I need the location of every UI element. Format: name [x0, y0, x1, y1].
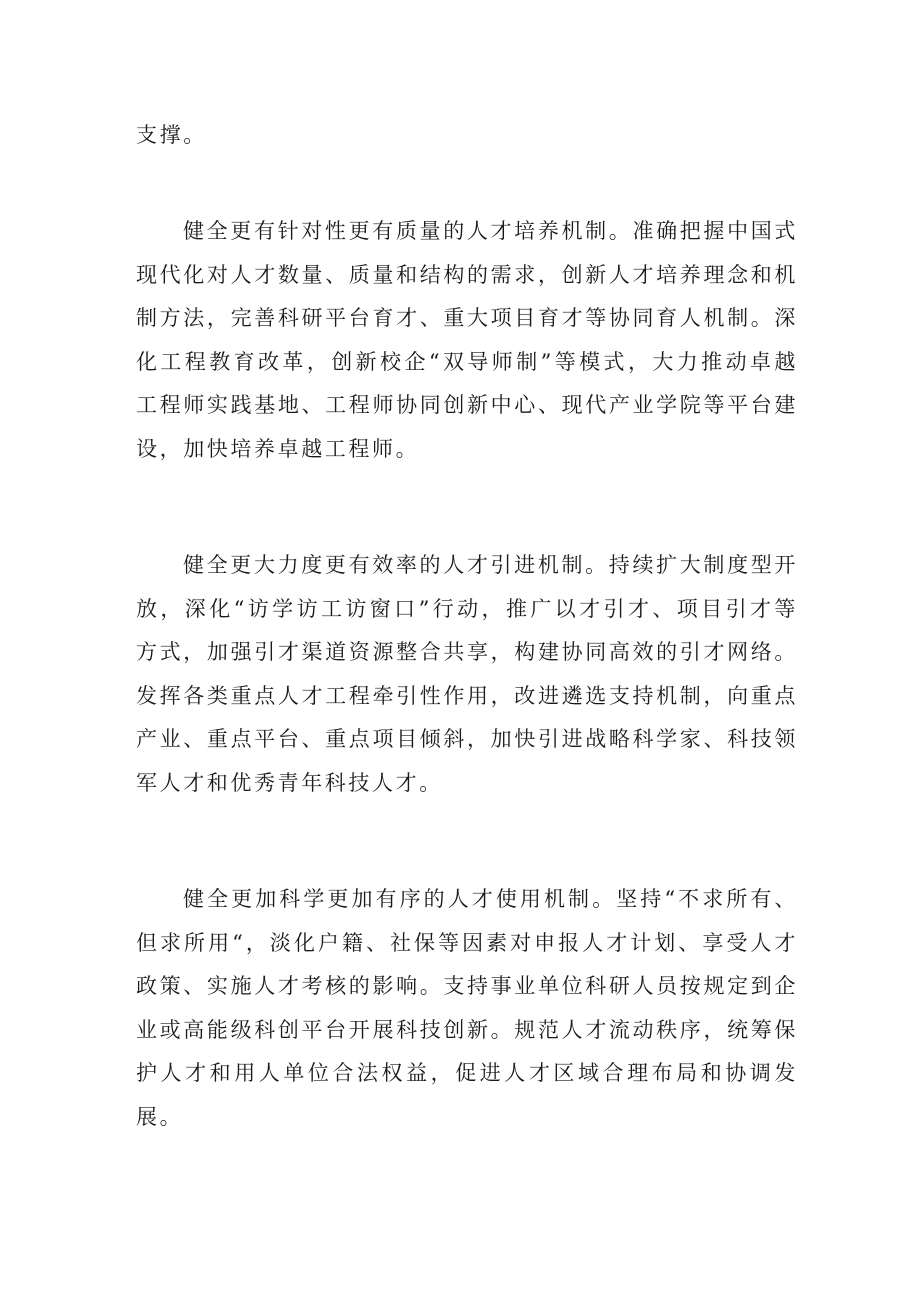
paragraph-talent-training: 健全更有针对性更有质量的人才培养机制。准确把握中国式现代化对人才数量、质量和结构的需求，创新人才培养理念和机制方法，完善科研平台育才、重大项目育才等协同育人机制。深化工程教育改革，创新校企“双导师制”等模式，大力推动卓越工程师实践基地、工程师协同创新中心、现代产业学院等平台建设，加快培养卓越工程师。 [136, 219, 798, 461]
paragraph-talent-use: 健全更加科学更加有序的人才使用机制。坚持“不求所有、但求所用“，淡化户籍、社保等因素对申报人才计划、享受人才政策、实施人才考核的影响。支持事业单位科研人员按规定到企业或高能级科创平台开展科技创新。规范人才流动秩序，统筹保护人才和用人单位合法权益，促进人才区域合理布局和协调发展。 [136, 887, 798, 1129]
paragraph-talent-introduction: 健全更大力度更有效率的人才引进机制。持续扩大制度型开放，深化“访学访工访窗口”行动，推广以才引才、项目引才等方式，加强引才渠道资源整合共享，构建协同高效的引才网络。发挥各类重点人才工程牵引性作用，改进遴选支持机制，向重点产业、重点平台、重点项目倾斜，加快引进战略科学家、科技领军人才和优秀青年科技人才。 [136, 553, 798, 795]
paragraph-continuation: 支撑。 [136, 123, 207, 147]
